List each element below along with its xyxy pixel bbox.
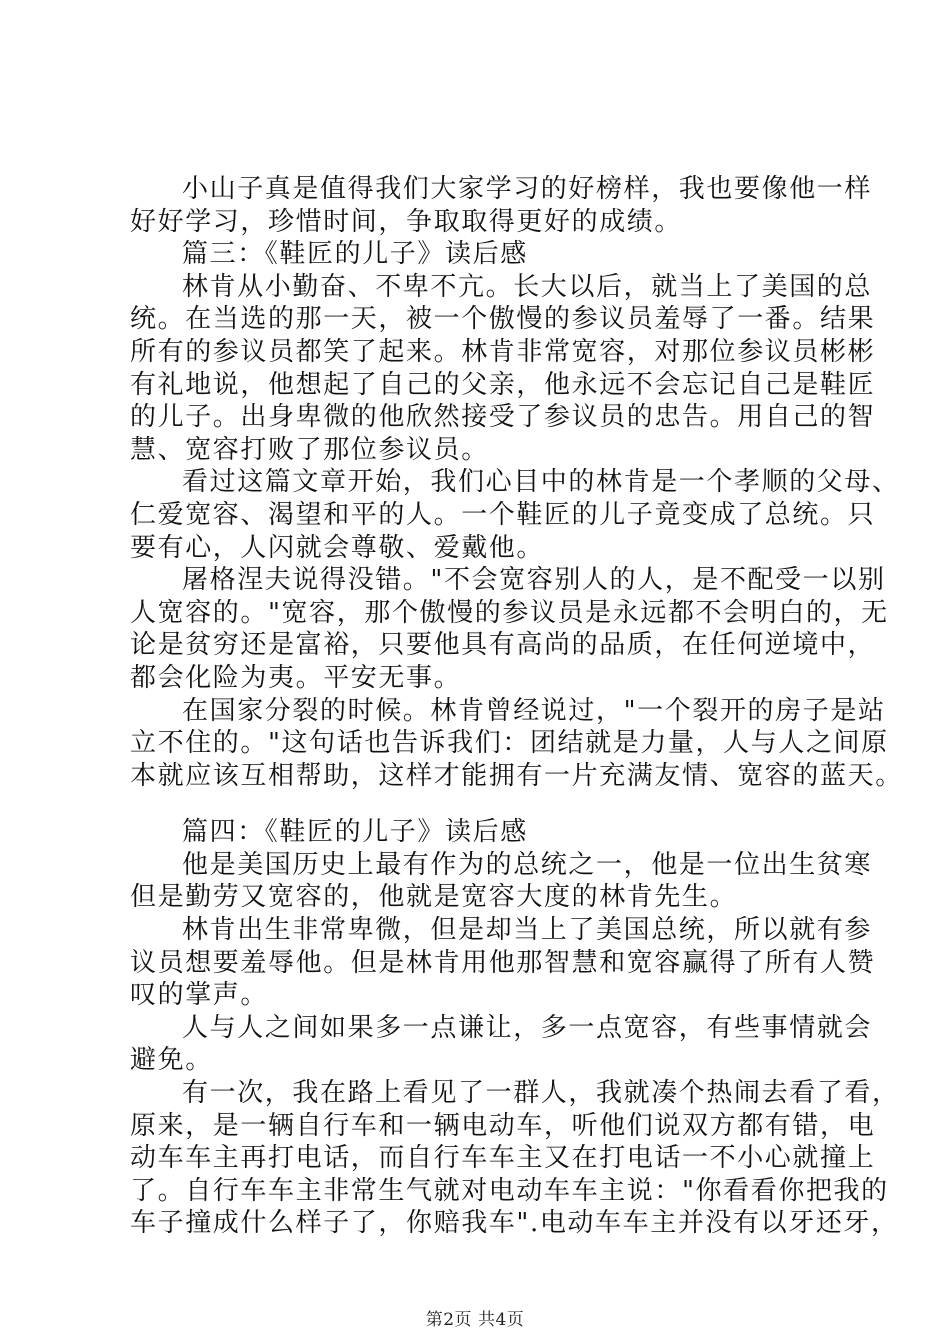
text-line: 林肯出生非常卑微，但是却当上了美国总统，所以就有参	[182, 915, 873, 946]
text-line: 避免。	[130, 1045, 213, 1076]
paragraph	[130, 914, 876, 1012]
page-footer	[0, 1305, 950, 1330]
text-line: 议员想要羞辱他。但是林肯用他那智慧和宽容赢得了所有人赞	[130, 947, 876, 978]
text-line: 仁爱宽容、渴望和平的人。一个鞋匠的儿子竟变成了总统。只	[130, 499, 876, 530]
text-line: 好好学习，珍惜时间，争取取得更好的成绩。	[130, 206, 683, 237]
paragraph	[130, 1012, 873, 1077]
text-line: 原来，是一辆自行车和一辆电动车，听他们说双方都有错，电	[130, 1110, 876, 1141]
paragraph	[130, 466, 900, 564]
text-line: 车子撞成什么样子了，你赔我车".电动车车主并没有以牙还牙，	[130, 1208, 899, 1239]
text-line: 小山子真是值得我们大家学习的好榜样，我也要像他一样	[182, 174, 873, 204]
text-line: 有礼地说，他想起了自己的父亲，他永远不会忘记自己是鞋匠	[130, 369, 876, 400]
text-line: 慧、宽容打败了那位参议员。	[130, 434, 489, 465]
text-line: 但是勤劳又宽容的，他就是宽容大度的林肯先生。	[130, 882, 738, 913]
text-line: 林肯从小勤奋、不卑不亢。长大以后，就当上了美国的总	[182, 271, 873, 302]
paragraph	[130, 173, 873, 238]
paragraph	[130, 1077, 900, 1240]
text-line: 要有心，人闪就会尊敬、爱戴他。	[130, 532, 545, 563]
paragraph	[130, 564, 889, 694]
text-line: 论是贫穷还是富裕，只要他具有高尚的品质，在任何逆境中，	[130, 630, 876, 661]
text-line: 屠格涅夫说得没错。"不会宽容别人的人，是不配受一以别	[182, 565, 886, 596]
text-line: 统。在当选的那一天，被一个傲慢的参议员羞辱了一番。结果	[130, 304, 876, 335]
paragraph	[130, 271, 876, 467]
document-body	[130, 173, 903, 1240]
text-line: 看过这篇文章开始，我们心目中的林肯是一个孝顺的父母、	[182, 467, 900, 498]
section-heading	[130, 816, 840, 849]
text-line: 人与人之间如果多一点谦让，多一点宽容，有些事情就会	[182, 1012, 873, 1043]
text-line: 都会化险为夷。平安无事。	[130, 662, 462, 693]
text-line: 叹的掌声。	[130, 980, 269, 1011]
page-number: 第2页 共4页	[425, 1310, 525, 1330]
text-line: 了。自行车车主非常生气就对电动车车主说："你看看你把我的	[130, 1175, 889, 1206]
text-line: 本就应该互相帮助，这样才能拥有一片充满友情、宽容的蓝天。	[130, 760, 903, 791]
section-heading	[130, 238, 840, 271]
text-line: 有一次，我在路上看见了一群人，我就凑个热闹去看了看，	[182, 1078, 900, 1109]
text-line: 人宽容的。"宽容，那个傲慢的参议员是永远都不会明白的，无	[130, 597, 889, 628]
heading-text: 篇三：《鞋匠的儿子》读后感	[182, 239, 528, 270]
text-line: 在国家分裂的时候。林肯曾经说过，"一个裂开的房子是站	[182, 695, 886, 726]
text-line: 的儿子。出身卑微的他欣然接受了参议员的忠告。用自己的智	[130, 402, 876, 433]
text-line: 所有的参议员都笑了起来。林肯非常宽容，对那位参议员彬彬	[130, 336, 876, 367]
text-line: 动车车主再打电话，而自行车车主又在打电话一不小心就撞上	[130, 1143, 876, 1174]
heading-text: 篇四：《鞋匠的儿子》读后感	[182, 817, 528, 848]
paragraph	[130, 849, 873, 914]
paragraph	[130, 695, 903, 793]
paragraph-spacer	[130, 792, 840, 816]
text-line: 他是美国历史上最有作为的总统之一，他是一位出生贫寒	[182, 849, 873, 880]
text-line: 立不住的。"这句话也告诉我们：团结就是力量，人与人之间原	[130, 728, 889, 759]
